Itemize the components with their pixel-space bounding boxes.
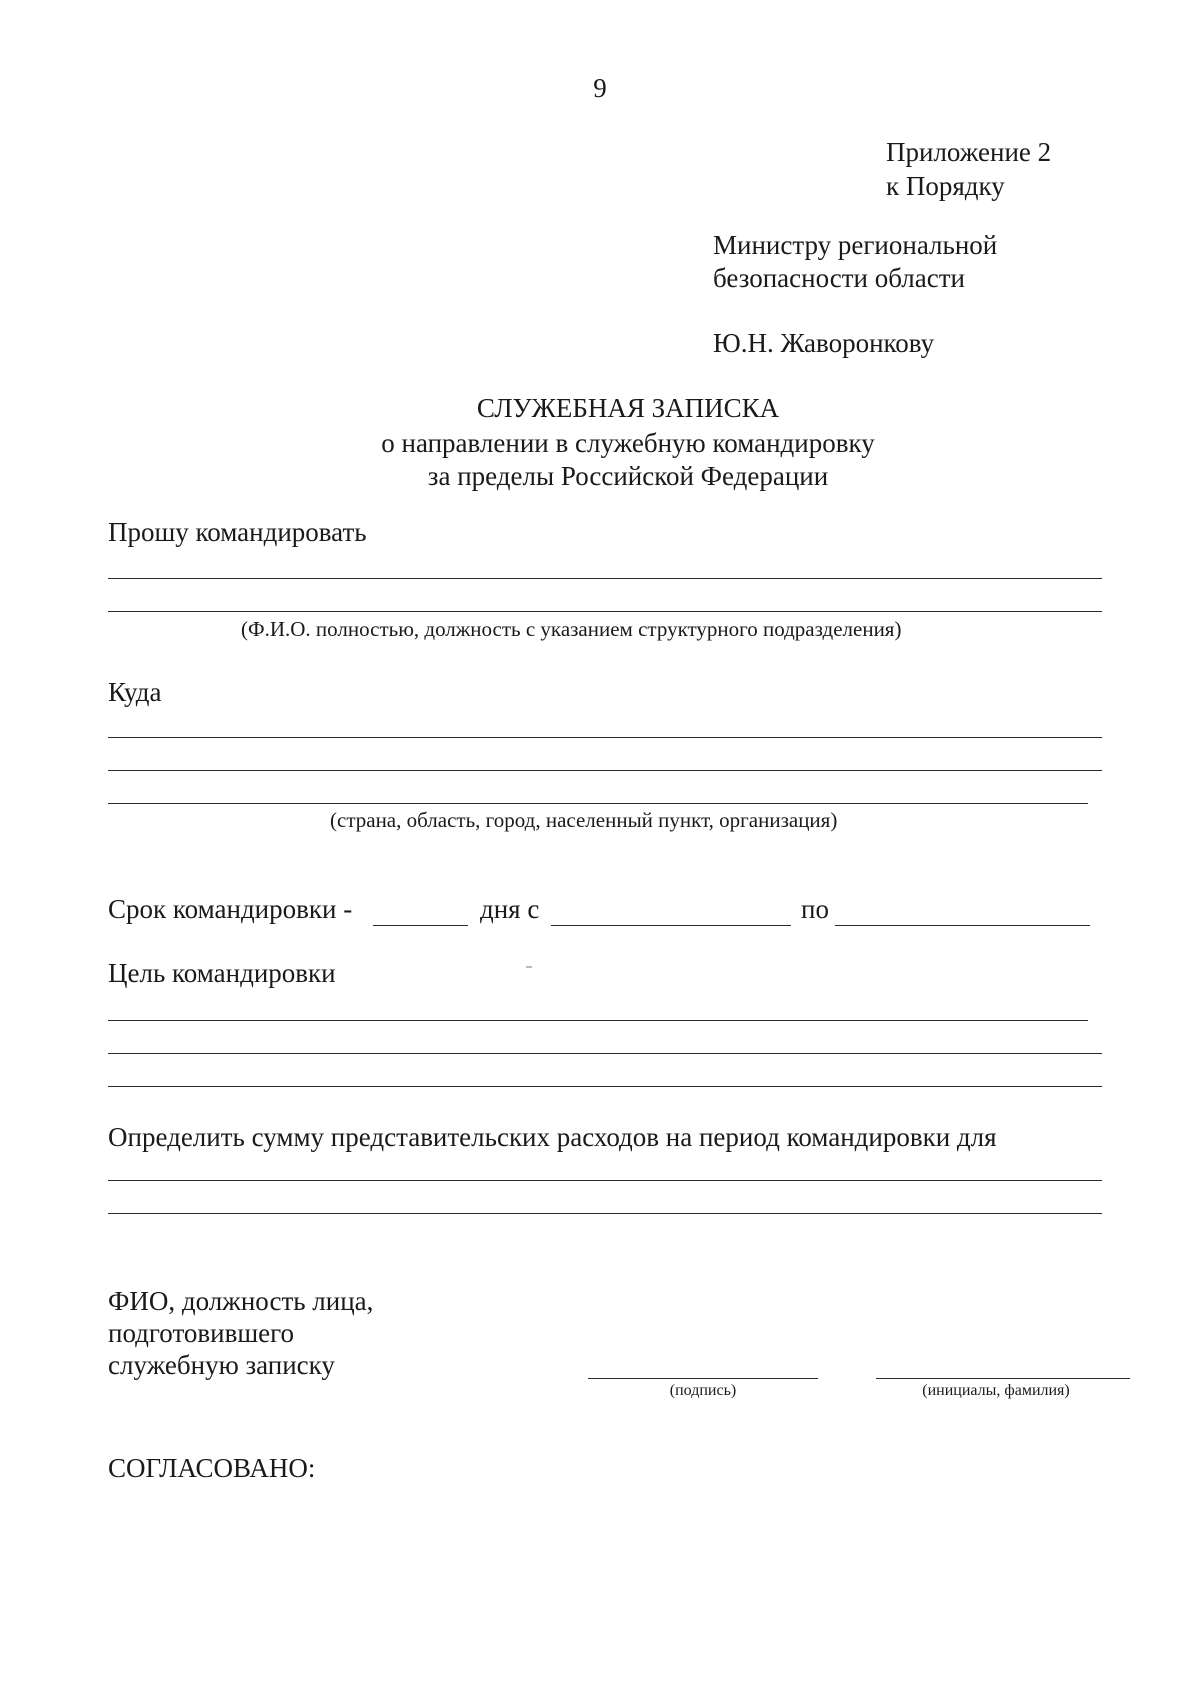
scan-speck — [526, 966, 532, 968]
prepared-by-line-2: подготовившего — [108, 1318, 295, 1348]
request-label: Прошу командировать — [108, 517, 367, 547]
request-hint: (Ф.И.О. полностью, должность с указанием структурного подразделения) — [241, 617, 902, 641]
document-title: СЛУЖЕБНАЯ ЗАПИСКА — [476, 393, 780, 423]
expenses-label: Определить сумму представительских расходов на период командировки для — [108, 1122, 997, 1152]
addressee-line-1: Министру региональной — [713, 230, 998, 260]
term-from-line — [551, 925, 791, 926]
prepared-by-line-1: ФИО, должность лица, — [108, 1286, 374, 1316]
term-to-line — [835, 925, 1090, 926]
purpose-line-1 — [108, 1020, 1088, 1021]
expenses-line-2 — [108, 1213, 1102, 1214]
initials-hint: (инициалы, фамилия) — [922, 1382, 1070, 1399]
term-label: Срок командировки - — [108, 894, 353, 924]
approved-heading: СОГЛАСОВАНО: — [108, 1453, 316, 1483]
signature-line — [588, 1378, 818, 1379]
addressee-name: Ю.Н. Жаворонкову — [713, 328, 935, 358]
purpose-line-3 — [108, 1086, 1102, 1087]
document-subtitle-2: за пределы Российской Федерации — [427, 461, 829, 491]
prepared-by-line-3: служебную записку — [108, 1350, 335, 1380]
document-subtitle-1: о направлении в служебную командировку — [381, 428, 875, 458]
where-line-2 — [108, 770, 1102, 771]
signature-hint: (подпись) — [669, 1382, 737, 1399]
term-days-line — [373, 925, 468, 926]
term-days-label: дня с — [480, 894, 540, 924]
request-line-2 — [108, 611, 1102, 612]
where-line-3 — [108, 803, 1088, 804]
term-to-label: по — [801, 894, 829, 924]
purpose-line-2 — [108, 1053, 1102, 1054]
appendix-line-2: к Порядку — [886, 171, 1005, 201]
purpose-label: Цель командировки — [108, 958, 336, 988]
page-number: 9 — [593, 73, 607, 103]
request-line-1 — [108, 578, 1102, 579]
where-label: Куда — [108, 677, 162, 707]
expenses-line-1 — [108, 1180, 1102, 1181]
where-hint: (страна, область, город, населенный пункт, организация) — [330, 808, 838, 832]
initials-line — [876, 1378, 1130, 1379]
where-line-1 — [108, 737, 1102, 738]
addressee-line-2: безопасности области — [713, 263, 965, 293]
appendix-line-1: Приложение 2 — [886, 137, 1052, 167]
